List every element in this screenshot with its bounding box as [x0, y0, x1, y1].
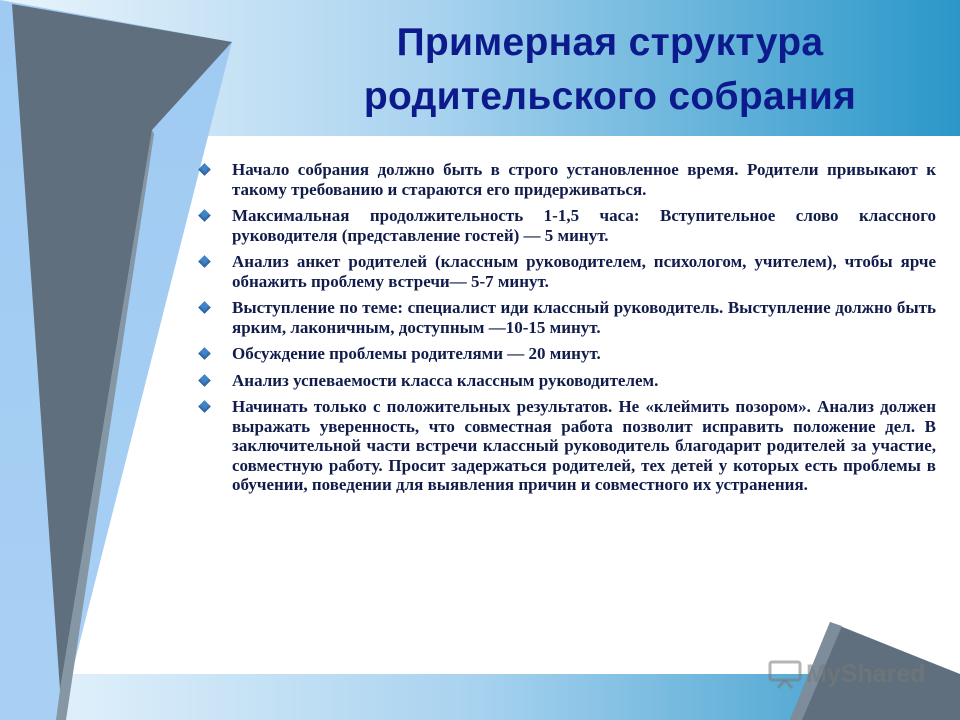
bullet-item — [196, 252, 936, 291]
bullet-text: Максимальная продолжительность 1-1,5 часа: Вступительное слово классного руководителя (представление гостей) — 5 минут. — [232, 206, 936, 245]
bullet-text: Начинать только с положительных результатов. Не «клеймить позором». Анализ должен выражать уверенность, что совместная работа позволит исправить положение дел. В заключительной части встречи классный руководитель благодарит родителей за участие, совместную работу. Просит задержаться родителей, тех детей у которых есть проблемы в обучении, поведении для выявления причин и совместного их устранения. — [232, 397, 936, 494]
bullet-text: Обсуждение проблемы родителями — 20 минут. — [232, 344, 601, 363]
bullet-text: Анализ анкет родителей (классным руководителем, психологом, учителем), чтобы ярче обнажить проблему встречи— 5-7 минут. — [232, 252, 936, 291]
watermark-text: MyShared — [806, 659, 926, 688]
slide-title-line2: родительского собрания — [363, 75, 857, 118]
bullet-item — [196, 298, 936, 337]
bullet-item — [196, 206, 936, 245]
slide-title — [230, 16, 960, 124]
diamond-bullet-icon — [198, 255, 211, 268]
bullet-text: Выступление по теме: специалист иди классный руководитель. Выступление должно быть ярким, лаконичным, доступным —10-15 минут. — [232, 298, 936, 337]
diamond-bullet-icon — [198, 209, 211, 222]
bullet-item — [196, 397, 936, 495]
diamond-bullet-icon — [198, 301, 211, 314]
presentation-screen-icon — [768, 659, 802, 689]
bullet-list — [196, 160, 936, 495]
bullet-list-container — [196, 160, 936, 502]
bullet-item — [196, 371, 936, 391]
bullet-item — [196, 160, 936, 199]
slide-title-line1: Примерная структура — [396, 21, 824, 64]
diamond-bullet-icon — [198, 400, 211, 413]
myshared-watermark — [768, 656, 925, 692]
diamond-bullet-icon — [198, 163, 211, 176]
diamond-bullet-icon — [198, 374, 211, 387]
diamond-bullet-icon — [198, 347, 211, 360]
bullet-text: Начало собрания должно быть в строго установленное время. Родители привыкают к такому требованию и стараются его придерживаться. — [232, 160, 936, 199]
bullet-item — [196, 344, 936, 364]
bullet-text: Анализ успеваемости класса классным руководителем. — [232, 370, 659, 390]
